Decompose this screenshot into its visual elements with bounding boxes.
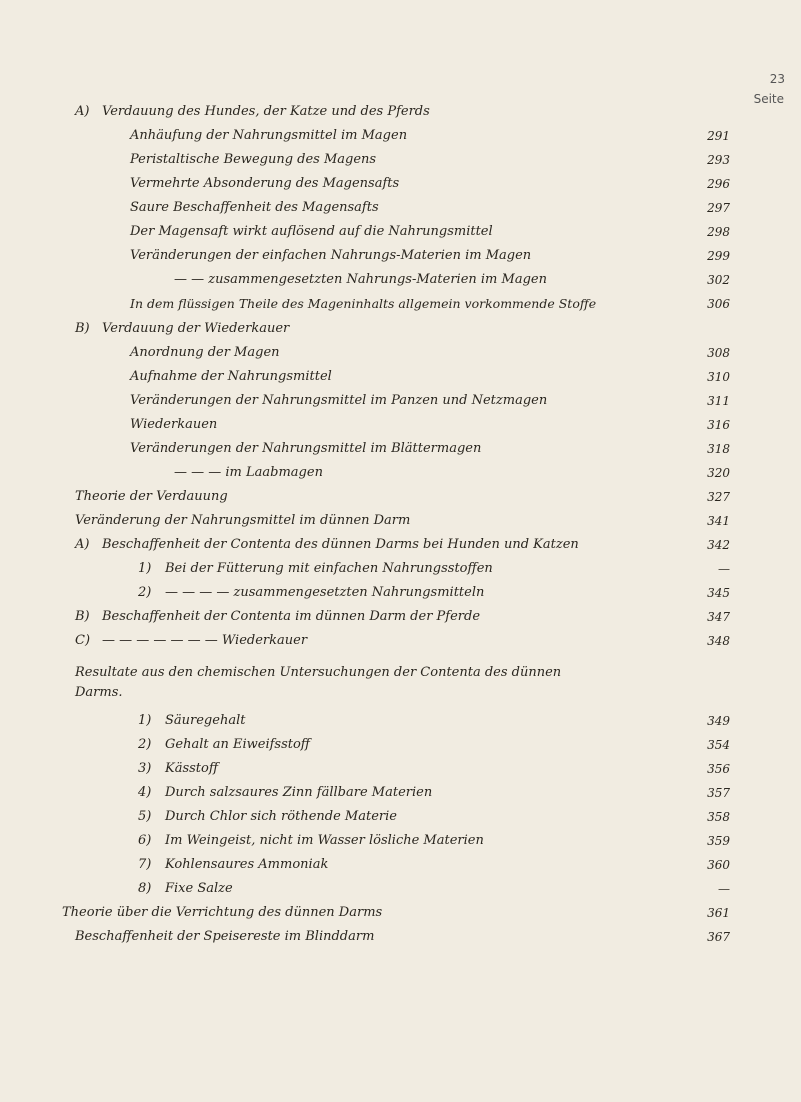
toc-entry-text: Anhäufung der Nahrungsmittel im Magen bbox=[130, 128, 408, 143]
toc-label: 1) bbox=[138, 561, 152, 576]
page-number: 23 bbox=[769, 72, 785, 86]
toc-entry-page: 293 bbox=[707, 153, 730, 167]
toc-entry-page: 358 bbox=[707, 810, 730, 824]
toc-entry-text: Durch Chlor sich röthende Materie bbox=[165, 809, 397, 824]
toc-label: B) bbox=[75, 321, 90, 336]
toc-entry-text: Im Weingeist, nicht im Wasser lösliche Materien bbox=[165, 833, 484, 848]
toc-heading: Darms. bbox=[75, 685, 123, 700]
toc-entry-page: — bbox=[718, 562, 730, 576]
toc-entry-page: 302 bbox=[707, 273, 730, 287]
toc-entry-text: Veränderung der Nahrungsmittel im dünnen Darm bbox=[75, 513, 411, 528]
toc-entry-text: Peristaltische Bewegung des Magens bbox=[130, 152, 377, 167]
toc-entry-page: 361 bbox=[707, 906, 730, 920]
toc-entry-page: — bbox=[718, 882, 730, 896]
toc-entry-page: 347 bbox=[707, 610, 730, 624]
toc-entry-page: 296 bbox=[707, 177, 730, 191]
toc-label: 8) bbox=[138, 881, 152, 896]
toc-entry-text: Wiederkauen bbox=[130, 417, 218, 432]
toc-entry-text: — — — — — — — Wiederkauer bbox=[102, 633, 308, 648]
toc-entry-text: Veränderungen der Nahrungsmittel im Panzen und Netzmagen bbox=[130, 393, 548, 408]
toc-entry-text: Beschaffenheit der Contenta im dünnen Darm der Pferde bbox=[102, 609, 481, 624]
toc-entry-text: — — — — zusammengesetzten Nahrungsmitteln bbox=[165, 585, 485, 600]
toc-entry-page: 349 bbox=[707, 714, 730, 728]
toc-label: 2) bbox=[138, 737, 152, 752]
toc-entry-text: Bei der Fütterung mit einfachen Nahrungsstoffen bbox=[165, 561, 493, 576]
toc-entry-page: 291 bbox=[707, 129, 730, 143]
toc-entry-page: 345 bbox=[707, 586, 730, 600]
toc-entry-page: 298 bbox=[707, 225, 730, 239]
toc-entry-text: Anordnung der Magen bbox=[130, 345, 280, 360]
toc-label: 7) bbox=[138, 857, 152, 872]
toc-heading: Verdauung der Wiederkauer bbox=[102, 321, 290, 336]
toc-entry-text: Vermehrte Absonderung des Magensafts bbox=[130, 176, 400, 191]
toc-entry-text: — — — im Laabmagen bbox=[174, 465, 323, 480]
toc-entry-page: 357 bbox=[707, 786, 730, 800]
toc-entry-text: Veränderungen der einfachen Nahrungs-Materien im Magen bbox=[130, 248, 532, 263]
toc-label: 2) bbox=[138, 585, 152, 600]
toc-entry-page: 320 bbox=[707, 466, 730, 480]
toc-entry-text: Aufnahme der Nahrungsmittel bbox=[130, 369, 332, 384]
toc-entry-text: Fixe Salze bbox=[165, 881, 233, 896]
toc-entry-page: 310 bbox=[707, 370, 730, 384]
toc-label: 1) bbox=[138, 713, 152, 728]
toc-heading: Verdauung des Hundes, der Katze und des Pferds bbox=[102, 104, 430, 119]
toc-entry-text: Säuregehalt bbox=[165, 713, 246, 728]
toc-entry-text: In dem flüssigen Theile des Mageninhalts allgemein vorkommende Stoffe bbox=[130, 296, 597, 311]
toc-entry-text: Der Magensaft wirkt auflösend auf die Nahrungsmittel bbox=[130, 224, 493, 239]
toc-entry-page: 367 bbox=[707, 930, 730, 944]
toc-entry-page: 354 bbox=[707, 738, 730, 752]
toc-entry-page: 306 bbox=[707, 297, 730, 311]
seite-label: Seite bbox=[753, 92, 784, 106]
toc-label: 4) bbox=[138, 785, 152, 800]
toc-label: C) bbox=[75, 633, 91, 648]
toc-label: 5) bbox=[138, 809, 152, 824]
toc-entry-text: Beschaffenheit der Contenta des dünnen Darms bei Hunden und Katzen bbox=[102, 537, 579, 552]
toc-entry-page: 341 bbox=[707, 514, 730, 528]
toc-entry-page: 299 bbox=[707, 249, 730, 263]
toc-entry-text: Gehalt an Eiweifsstoff bbox=[165, 737, 311, 752]
toc-label: 6) bbox=[138, 833, 152, 848]
toc-entry-page: 342 bbox=[707, 538, 730, 552]
toc-entry-text: Beschaffenheit der Speisereste im Blinddarm bbox=[75, 929, 375, 944]
toc-entry-text: Kohlensaures Ammoniak bbox=[165, 857, 329, 872]
toc-entry-text: Theorie über die Verrichtung des dünnen Darms bbox=[62, 905, 383, 920]
toc-entry-page: 318 bbox=[707, 442, 730, 456]
toc-entry-page: 356 bbox=[707, 762, 730, 776]
toc-label: A) bbox=[75, 104, 90, 119]
toc-entry-page: 316 bbox=[707, 418, 730, 432]
toc-entry-text: — — zusammengesetzten Nahrungs-Materien im Magen bbox=[174, 272, 547, 287]
toc-entry-page: 311 bbox=[707, 394, 730, 408]
toc-entry-page: 308 bbox=[707, 346, 730, 360]
toc-entry-text: Theorie der Verdauung bbox=[75, 489, 228, 504]
toc-entry-page: 348 bbox=[707, 634, 730, 648]
toc-entry-page: 359 bbox=[707, 834, 730, 848]
toc-label: 3) bbox=[138, 761, 152, 776]
toc-label: A) bbox=[75, 537, 90, 552]
toc-entry-text: Veränderungen der Nahrungsmittel im Blättermagen bbox=[130, 441, 482, 456]
toc-heading: Resultate aus den chemischen Untersuchungen der Contenta des dünnen bbox=[75, 665, 562, 680]
toc-entry-text: Kässtoff bbox=[165, 761, 219, 776]
toc-entry-page: 360 bbox=[707, 858, 730, 872]
toc-label: B) bbox=[75, 609, 90, 624]
toc-entry-page: 327 bbox=[707, 490, 730, 504]
toc-entry-text: Durch salzsaures Zinn fällbare Materien bbox=[165, 785, 433, 800]
toc-entry-page: 297 bbox=[707, 201, 730, 215]
toc-entry-text: Saure Beschaffenheit des Magensafts bbox=[130, 200, 379, 215]
